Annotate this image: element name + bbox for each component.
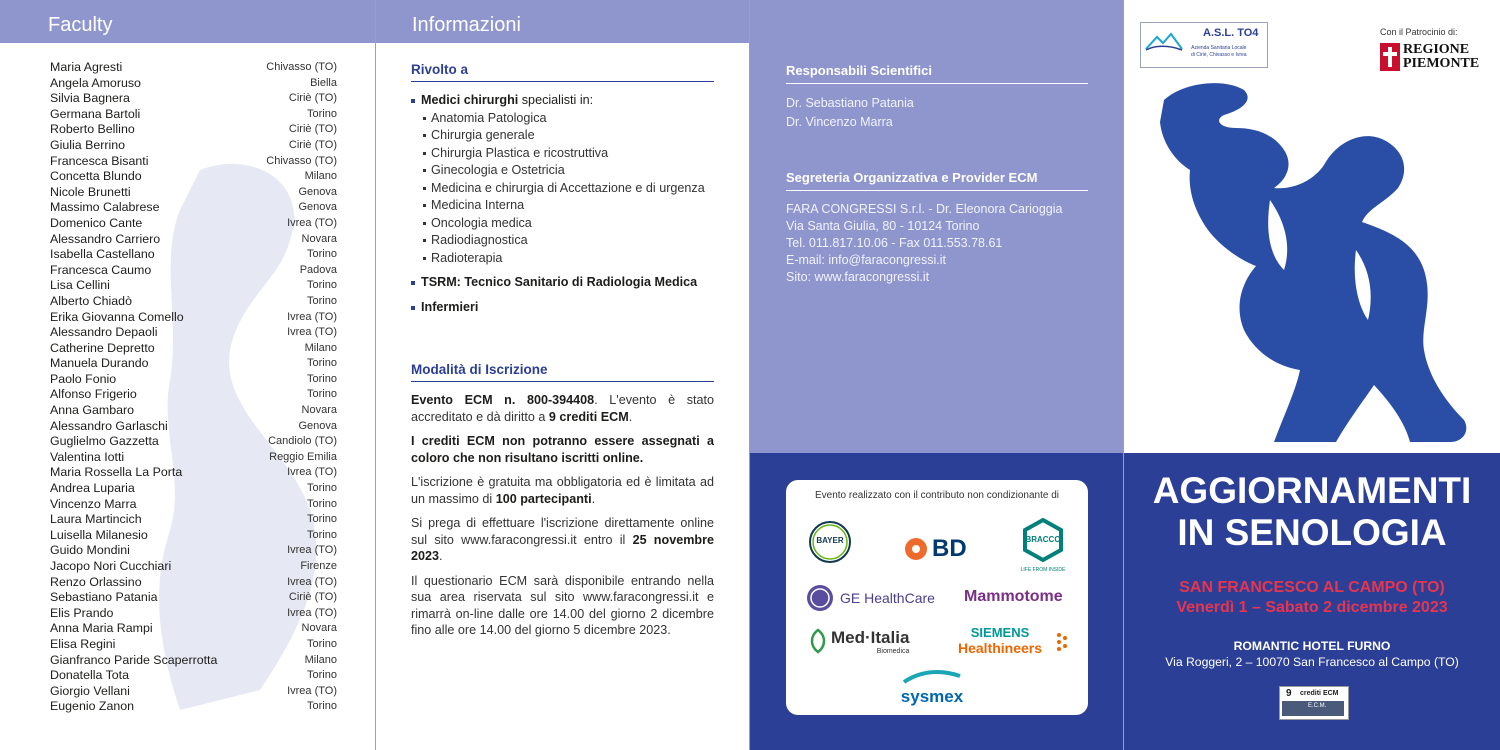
faculty-name: Giorgio Vellani [50, 683, 130, 698]
faculty-city: Firenze [300, 560, 337, 572]
faculty-name: Elis Prando [50, 605, 114, 620]
faculty-city: Torino [307, 637, 337, 650]
faculty-city: Torino [307, 248, 337, 261]
faculty-city: Torino [307, 513, 337, 526]
faculty-row [50, 294, 337, 310]
faculty-name: Alessandro Garlaschi [50, 418, 168, 433]
faculty-city: Torino [307, 372, 337, 385]
segreteria-line: Tel. 011.817.10.06 - Fax 011.553.78.61 [786, 236, 1003, 250]
specialty-item: Ginecologia e Ostetricia [411, 162, 714, 180]
responsabili-title: Responsabili Scientifici [786, 63, 1088, 84]
ecm-paragraph: Evento ECM n. 800-394408. L'evento è stato accreditato e dà diritto a 9 crediti ECM. [411, 393, 714, 424]
faculty-row [50, 372, 337, 388]
faculty-row [50, 310, 337, 326]
faculty-name: Nicole Brunetti [50, 184, 131, 199]
faculty-row [50, 637, 337, 653]
meditalia-logo: Med·Italia Biomedica [808, 628, 909, 655]
faculty-city: Novara [301, 404, 337, 417]
hotel-address: ROMANTIC HOTEL FURNO Via Roggeri, 2 – 10070 San Francesco al Campo (TO) [1165, 639, 1459, 669]
faculty-name: Valentina Iotti [50, 449, 125, 464]
tsrm-item: TSRM: Tecnico Sanitario di Radiologia Medica [411, 274, 714, 292]
responsabili-block [786, 63, 1088, 132]
segreteria-line: FARA CONGRESSI S.r.l. - Dr. Eleonora Carioggia [786, 202, 1063, 216]
event-venue-date: SAN FRANCESCO AL CAMPO (TO) Venerdì 1 – Sabato 2 dicembre 2023 [1176, 579, 1448, 616]
specialty-item: Medicina Interna [411, 197, 714, 215]
sysmex-swoosh-icon [902, 670, 962, 684]
meditalia-leaf-icon [808, 628, 828, 654]
faculty-name: Vincenzo Marra [50, 496, 137, 511]
faculty-row [50, 76, 337, 92]
faculty-name: Domenico Cante [50, 215, 143, 230]
faculty-city: Chivasso (TO) [266, 61, 337, 73]
faculty-city: Genova [298, 201, 337, 214]
faculty-name: Gianfranco Paride Scaperrotta [50, 652, 218, 667]
faculty-name: Catherine Depretto [50, 340, 155, 355]
faculty-city: Ciriè (TO) [288, 591, 337, 604]
responsabile-name: Dr. Sebastiano Patania [786, 96, 914, 110]
faculty-panel [0, 0, 375, 750]
bayer-logo: BAYER [808, 520, 852, 569]
faculty-row [50, 590, 337, 606]
faculty-row [50, 341, 337, 357]
faculty-city: Genova [298, 185, 337, 198]
faculty-name: Anna Gambaro [50, 403, 135, 418]
faculty-row [50, 185, 337, 201]
faculty-city: Ivrea (TO) [287, 684, 337, 697]
patrocinio-label: Con il Patrocinio di: [1380, 27, 1458, 37]
rivolto-title: Rivolto a [411, 62, 714, 82]
faculty-row [50, 512, 337, 528]
online-paragraph: Si prega di effettuare l'iscrizione direttamente online sul sito www.faracongressi.it entro il 25 novembre 2023. [411, 516, 714, 563]
faculty-row [50, 684, 337, 700]
main-title: AGGIORNAMENTI IN SENOLOGIA [1152, 470, 1472, 553]
faculty-row [50, 699, 337, 715]
sysmex-logo: sysmex [882, 670, 982, 705]
faculty-name: Maria Agresti [50, 60, 123, 74]
faculty-city: Ivrea (TO) [287, 466, 337, 479]
faculty-row [50, 543, 337, 559]
specialty-item: Chirurgia generale [411, 127, 714, 145]
segreteria-line: E-mail: info@faracongressi.it [786, 253, 946, 267]
faculty-row [50, 575, 337, 591]
specialty-item: Anatomia Patologica [411, 110, 714, 128]
siemens-healthineers-logo: SIEMENS Healthineers [958, 625, 1043, 656]
regione-piemonte-logo: REGIONE PIEMONTE [1380, 43, 1479, 71]
faculty-row [50, 200, 337, 216]
faculty-name: Alessandro Depaoli [50, 325, 158, 340]
sponsor-box [786, 480, 1088, 715]
faculty-name: Roberto Bellino [50, 122, 135, 137]
faculty-name: Francesca Caumo [50, 262, 152, 277]
modalita-title: Modalità di Iscrizione [411, 362, 714, 382]
faculty-city: Milano [304, 653, 337, 666]
faculty-row [50, 528, 337, 544]
specialty-item: Chirurgia Plastica e ricostruttiva [411, 145, 714, 163]
faculty-row [50, 419, 337, 435]
faculty-name: Luisella Milanesio [50, 527, 148, 542]
faculty-name: Concetta Blundo [50, 169, 142, 184]
faculty-header: Faculty [0, 0, 375, 43]
segreteria-line: Sito: www.faracongressi.it [786, 270, 930, 284]
faculty-list [50, 60, 337, 715]
faculty-city: Milano [304, 341, 337, 354]
faculty-row [50, 216, 337, 232]
specialty-item: Medicina e chirurgia di Accettazione e di urgenza [411, 180, 714, 198]
faculty-row [50, 263, 337, 279]
faculty-name: Erika Giovanna Comello [50, 309, 184, 324]
bd-sun-icon [904, 537, 928, 561]
faculty-name: Alessandro Carriero [50, 231, 161, 246]
faculty-city: Torino [307, 669, 337, 682]
faculty-name: Guido Mondini [50, 543, 130, 558]
faculty-city: Torino [307, 279, 337, 292]
faculty-city: Torino [307, 388, 337, 401]
info-content [411, 62, 714, 647]
questionario-paragraph: Il questionario ECM sarà disponibile entrando nella sua area riservata sul sito www.faracongressi.it e rimarrà on-line dalle ore 14.00 del giorno 2 dicembre fino alle ore 14.00 del giorno 5 dicembre 2023. [411, 573, 714, 637]
faculty-row [50, 387, 337, 403]
regione-shield-icon [1380, 43, 1400, 71]
iscrizione-paragraph: L'iscrizione è gratuita ma obbligatoria ed è limitata ad un massimo di 100 partecipanti. [411, 475, 714, 506]
faculty-name: Germana Bartoli [50, 106, 141, 121]
faculty-city: Ivrea (TO) [287, 544, 337, 557]
faculty-name: Anna Maria Rampi [50, 621, 153, 636]
faculty-name: Eugenio Zanon [50, 699, 135, 714]
ge-monogram-icon [806, 584, 834, 612]
faculty-name: Silvia Bagnera [50, 91, 130, 106]
faculty-name: Elisa Regini [50, 636, 116, 651]
segreteria-block [786, 170, 1088, 286]
faculty-city: Torino [307, 497, 337, 510]
faculty-row [50, 465, 337, 481]
faculty-row [50, 653, 337, 669]
credits-paragraph: I crediti ECM non potranno essere assegnati a coloro che non risultano iscritti online. [411, 434, 714, 465]
faculty-row [50, 169, 337, 185]
faculty-city: Ivrea (TO) [287, 606, 337, 619]
faculty-name: Alberto Chiadò [50, 293, 132, 308]
faculty-row [50, 403, 337, 419]
faculty-row [50, 122, 337, 138]
faculty-row [50, 450, 337, 466]
faculty-row [50, 107, 337, 123]
faculty-name: Sebastiano Patania [50, 590, 158, 605]
faculty-city: Biella [310, 76, 337, 89]
faculty-name: Maria Rossella La Porta [50, 465, 183, 480]
bracco-logo: BRACCO LIFE FROM INSIDE [1016, 518, 1070, 573]
faculty-city: Padova [299, 263, 337, 276]
bd-logo: BD [904, 535, 967, 563]
faculty-name: Laura Martincich [50, 512, 142, 527]
faculty-row [50, 481, 337, 497]
asl-mountains-icon [1145, 31, 1183, 51]
faculty-name: Alfonso Frigerio [50, 387, 137, 402]
info-panel [376, 0, 749, 750]
faculty-city: Novara [301, 232, 337, 245]
ecm-credits-badge: 9 crediti ECM E.C.M. [1279, 686, 1349, 720]
responsabile-name: Dr. Vincenzo Marra [786, 115, 893, 129]
specialty-list [411, 110, 714, 268]
organizers-panel [750, 0, 1123, 750]
faculty-row [50, 247, 337, 263]
specialty-item: Oncologia medica [411, 215, 714, 233]
faculty-name: Jacopo Nori Cucchiari [50, 559, 172, 573]
ge-healthcare-logo: GE HealthCare [806, 584, 935, 612]
faculty-city: Reggio Emilia [269, 450, 337, 463]
sponsor-heading: Evento realizzato con il contributo non condizionante di [814, 490, 1060, 501]
faculty-name: Manuela Durando [50, 356, 149, 371]
faculty-city: Torino [307, 482, 337, 495]
faculty-city: Ivrea (TO) [287, 575, 337, 588]
mammotome-logo: Mammotome [964, 588, 1063, 605]
faculty-city: Torino [307, 294, 337, 307]
siemens-dots-icon [1056, 632, 1070, 652]
faculty-name: Massimo Calabrese [50, 200, 160, 215]
faculty-name: Giulia Berrino [50, 137, 126, 152]
infermieri-item: Infermieri [411, 299, 714, 317]
faculty-city: Torino [307, 528, 337, 541]
faculty-name: Francesca Bisanti [50, 153, 149, 168]
segreteria-line: Via Santa Giulia, 80 - 10124 Torino [786, 219, 980, 233]
faculty-city: Ciriè (TO) [288, 123, 337, 136]
faculty-row [50, 497, 337, 513]
faculty-name: Paolo Fonio [50, 371, 117, 386]
responsabili-list [786, 94, 1088, 132]
segreteria-list [786, 201, 1088, 286]
faculty-city: Ivrea (TO) [287, 310, 337, 323]
faculty-name: Angela Amoruso [50, 75, 141, 90]
faculty-row [50, 434, 337, 450]
faculty-row [50, 232, 337, 248]
faculty-city: Milano [304, 170, 337, 183]
faculty-name: Donatella Tota [50, 668, 129, 683]
faculty-name: Guglielmo Gazzetta [50, 434, 159, 449]
specialty-item: Radiodiagnostica [411, 232, 714, 250]
info-header: Informazioni [376, 0, 749, 43]
faculty-city: Torino [307, 700, 337, 713]
faculty-city: Torino [307, 357, 337, 370]
faculty-name: Lisa Cellini [50, 278, 110, 293]
asl-logo: A.S.L. TO4 Azienda Sanitaria Locale di Ciriè, Chivasso e Ivrea [1140, 22, 1268, 68]
faculty-row [50, 138, 337, 154]
faculty-row [50, 325, 337, 341]
faculty-city: Ivrea (TO) [287, 326, 337, 339]
faculty-name: Isabella Castellano [50, 247, 155, 262]
medici-item: Medici chirurghi specialisti in: [411, 92, 714, 110]
faculty-row [50, 154, 337, 170]
faculty-row [50, 606, 337, 622]
faculty-city: Genova [298, 419, 337, 432]
faculty-city: Candiolo (TO) [268, 435, 337, 448]
faculty-city: Ciriè (TO) [288, 138, 337, 151]
faculty-city: Ciriè (TO) [288, 92, 337, 105]
faculty-row [50, 356, 337, 372]
faculty-row [50, 668, 337, 684]
blue-nude-figure-icon [1124, 70, 1500, 453]
segreteria-title: Segreteria Organizzativa e Provider ECM [786, 170, 1088, 191]
faculty-row [50, 60, 337, 76]
faculty-city: Novara [301, 622, 337, 635]
faculty-city: Ivrea (TO) [287, 216, 337, 229]
faculty-name: Renzo Orlassino [50, 574, 142, 589]
cover-panel [1124, 0, 1500, 750]
faculty-row [50, 278, 337, 294]
faculty-city: Chivasso (TO) [266, 154, 337, 167]
faculty-row [50, 91, 337, 107]
faculty-city: Torino [307, 107, 337, 120]
faculty-row [50, 559, 337, 575]
faculty-name: Andrea Luparia [50, 481, 135, 496]
specialty-item: Radioterapia [411, 250, 714, 268]
faculty-row [50, 621, 337, 637]
